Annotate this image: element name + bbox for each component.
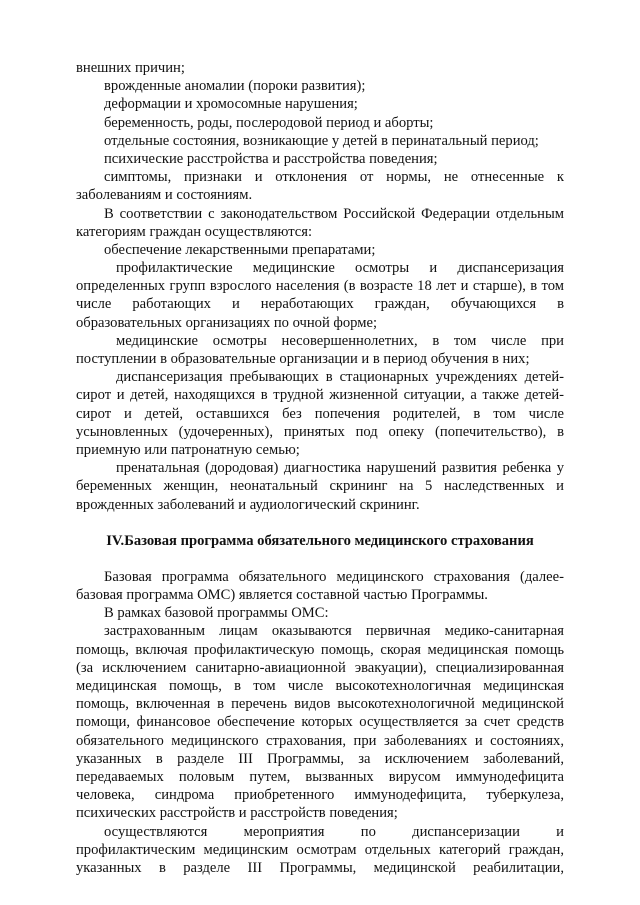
text-line: Базовая программа обязательного медицинского страхования (далее- [104,568,564,585]
text-line: отдельные состояния, возникающие у детей в перинатальный период; [104,132,539,149]
text-line: (за исключением санитарно-авиационной эвакуации), специализированная [76,659,564,676]
text-line: усыновленных (удочеренных), принятых под опеку (попечительство), в [76,423,564,440]
section-heading: IV.Базовая программа обязательного медицинского страхования [106,532,534,549]
text-line: помощь, включенная в перечень видов высокотехнологичной медицинской [76,696,564,713]
text-line: врожденных заболеваний и аудиологический скрининг. [76,496,420,513]
text-line: застрахованным лицам оказываются первичная медико-санитарная [104,623,564,640]
text-line: деформации и хромосомные нарушения; [104,96,358,113]
text-line: поступлении в образовательные организации и в период обучения в них; [76,351,530,367]
text-line: пренатальная (дородовая) диагностика нарушений развития ребенка у [116,460,564,477]
spacer [76,514,564,532]
text-line: обеспечение лекарственными препаратами; [104,241,376,258]
text-line: сирот и детей, находящихся в трудной жизненной ситуации, а также детей- [76,387,564,404]
text-line: беременных женщин, неонатальный скрининг на 5 наследственных и [76,478,564,495]
document-body [76,59,564,877]
diagnosis-list [76,59,564,205]
text-line: сирот и детей, оставшихся без попечения родителей, в том числе [76,405,564,422]
text-line: указанных в разделе III Программы, за исключением заболеваний, [76,750,564,767]
text-line: В рамках базовой программы ОМС: [104,605,329,622]
text-line: психические расстройства и расстройства поведения; [104,150,438,167]
text-line: беременность, роды, послеродовой период и аборты; [104,114,434,131]
text-line: психических расстройств и расстройств поведения; [76,805,398,822]
text-line: медицинские осмотры несовершеннолетних, в том числе при [116,332,564,349]
citizen-rights-paragraph [76,205,564,514]
text-line: приемную или патронатную семью; [76,441,300,458]
text-line: профилактическим медицинским осмотрам отдельных категорий граждан, [76,841,564,858]
text-line: указанных в разделе III Программы, медицинской реабилитации, [76,859,564,876]
spacer [76,550,564,568]
text-line: медицинская помощь, в том числе высокотехнологичная медицинская [76,678,564,694]
text-line: заболеваниям и состояниям. [76,187,253,204]
text-line: диспансеризация пребывающих в стационарных учреждениях детей- [116,369,564,386]
text-line: категориям граждан осуществляются: [76,223,313,240]
text-line: определенных групп взрослого населения (в возрасте 18 лет и старше), в том [76,278,564,295]
text-line: числе работающих и неработающих граждан, обучающихся в [76,296,564,313]
text-line: симптомы, признаки и отклонения от нормы, не отнесенные к [104,169,564,186]
text-line: помощь, включая профилактическую помощь, скорая медицинская помощь [76,641,564,658]
text-line: обязательного медицинского страхования, при заболеваниях и состояниях, [76,732,564,749]
text-line: помощи, финансовое обеспечение которых осуществляется за счет средств [76,714,564,731]
text-line: передаваемых половым путем, вызванных вирусом иммунодефицита [76,768,564,785]
text-line: врожденные аномалии (пороки развития); [104,78,366,95]
text-line: осуществляются мероприятия по диспансеризации и [104,823,564,840]
text-line: образовательных организациях по очной форме; [76,314,377,331]
text-line: внешних причин; [76,60,185,76]
section-body [76,568,564,877]
text-line: базовая программа ОМС) является составной частью Программы. [76,587,488,604]
text-line: профилактические медицинские осмотры и диспансеризация [116,260,564,277]
text-line: В соответствии с законодательством Российской Федерации отдельным [104,205,564,222]
text-line: человека, синдрома приобретенного иммунодефицита, туберкулеза, [76,787,564,804]
